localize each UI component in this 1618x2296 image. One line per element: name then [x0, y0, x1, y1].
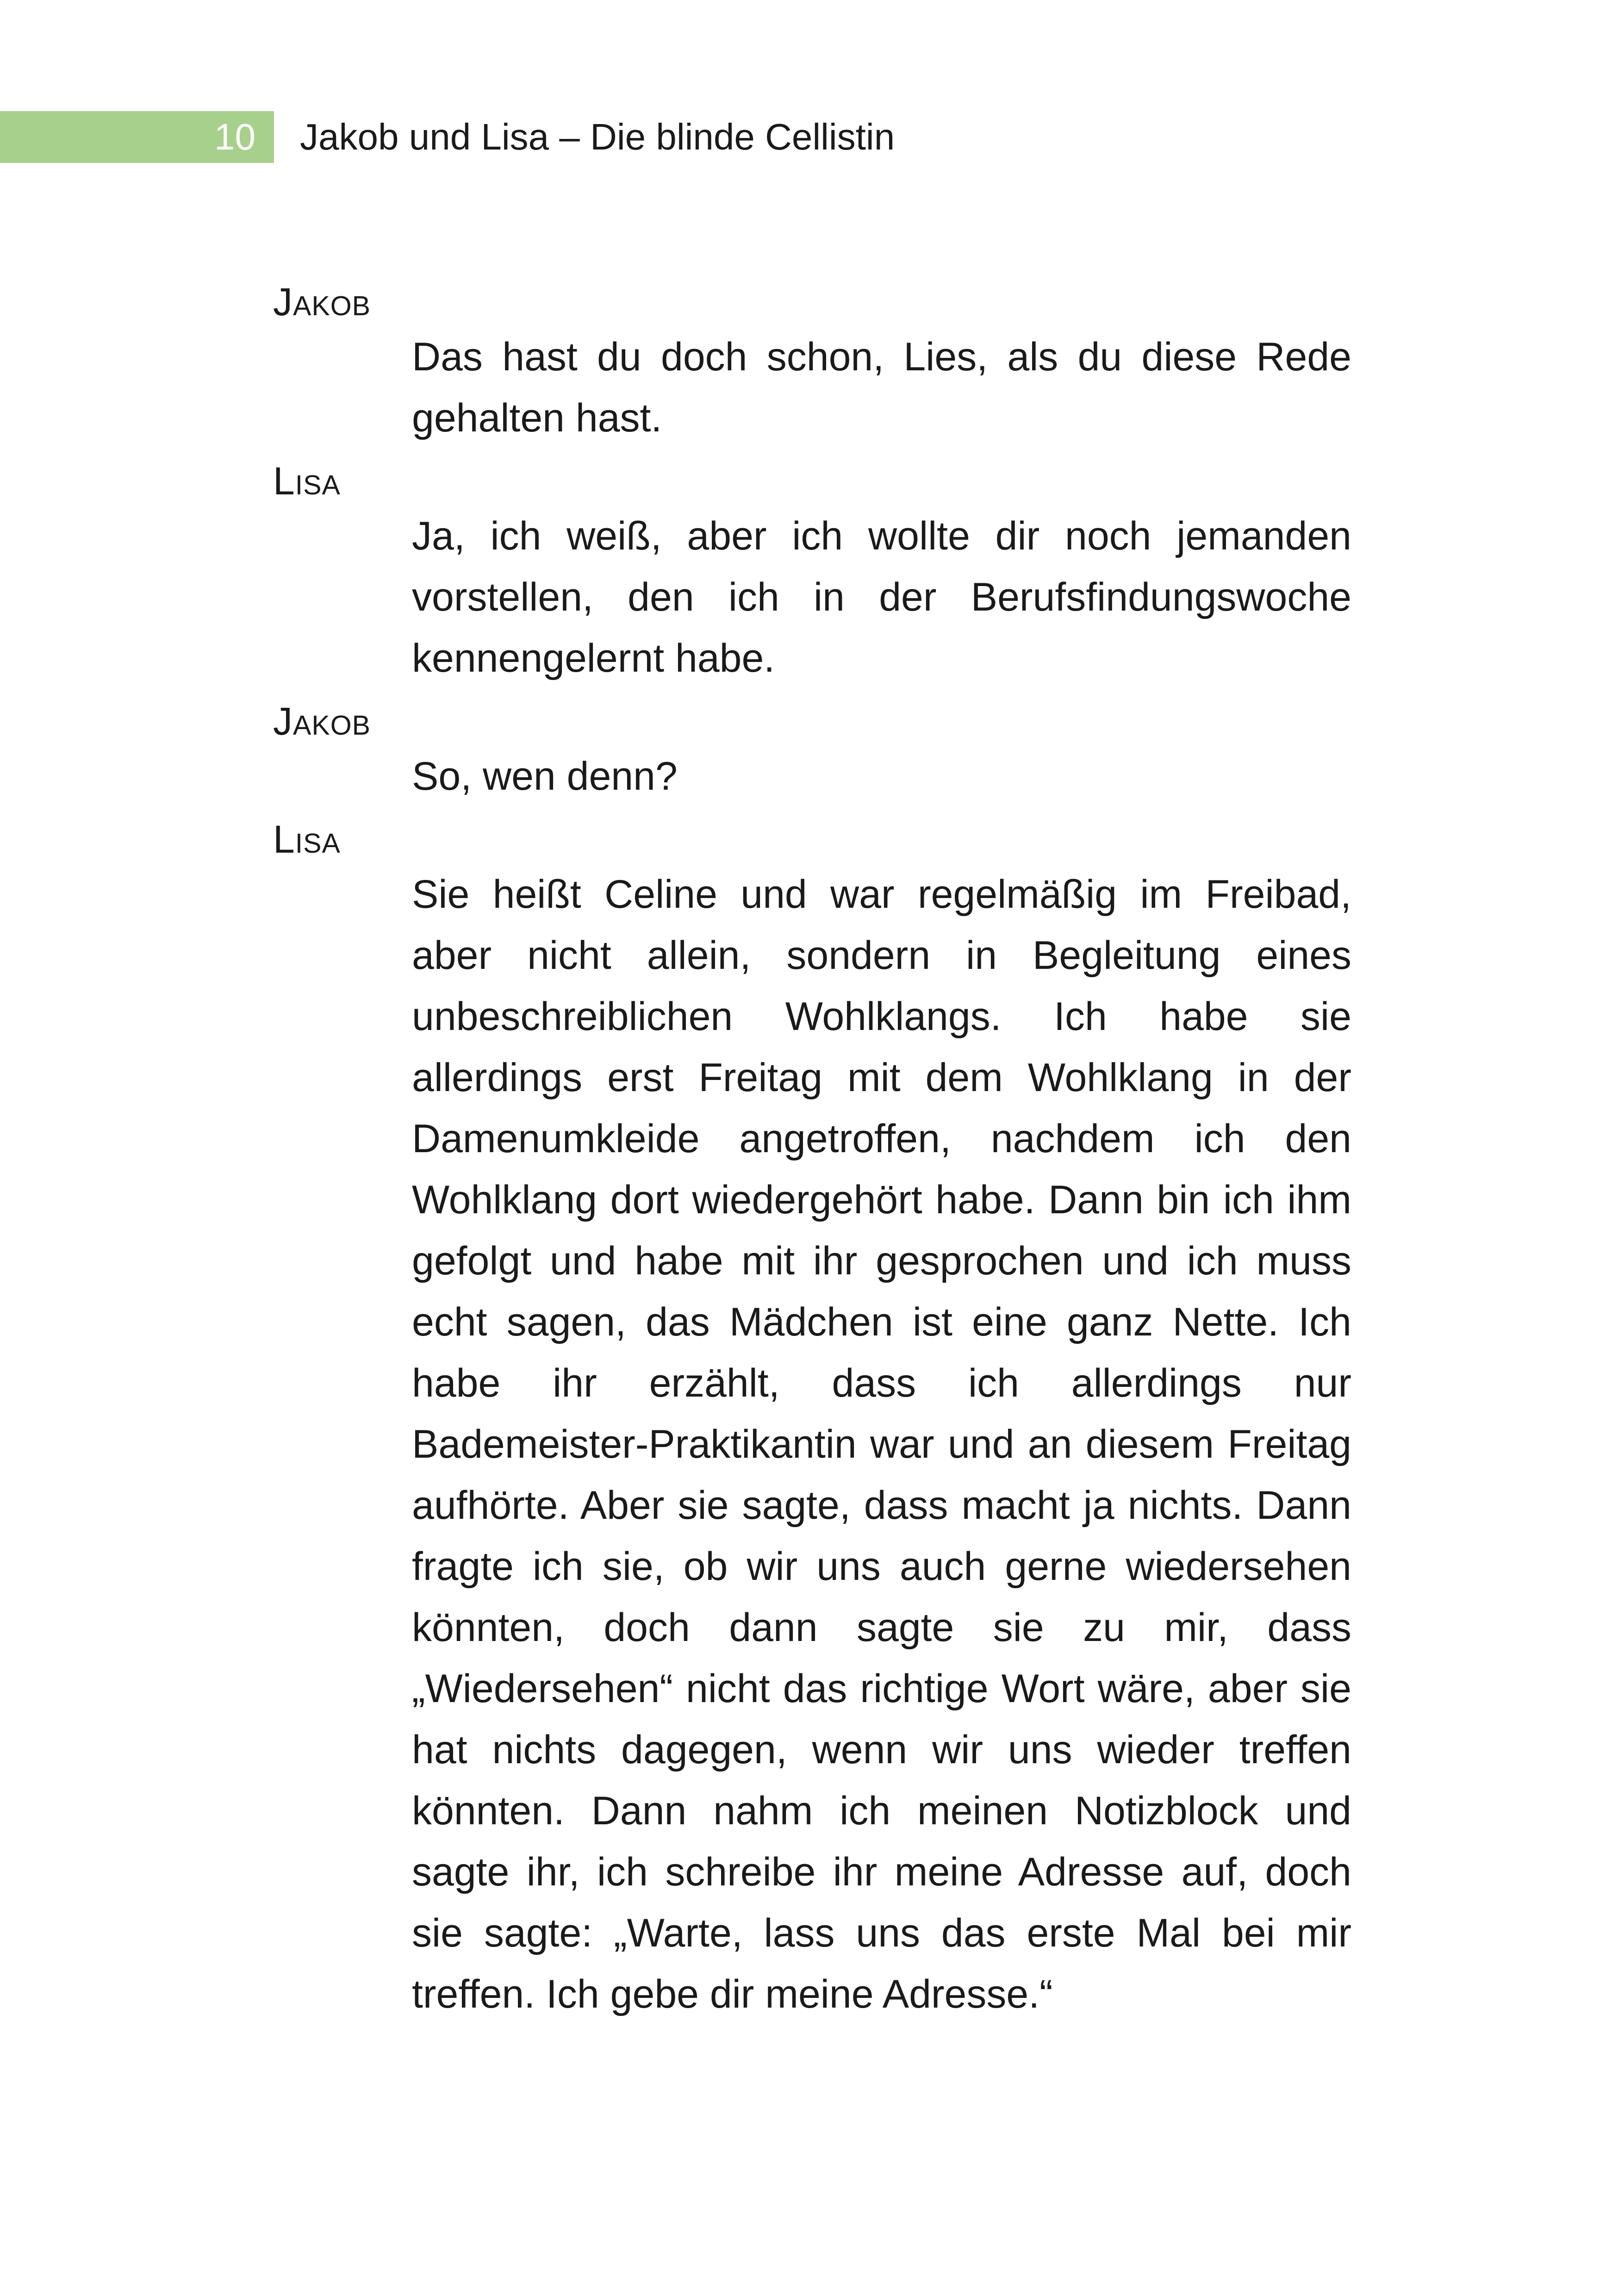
running-title: Jakob und Lisa – Die blinde Cellistin [300, 116, 895, 157]
speaker-name: Jakob [273, 280, 371, 324]
speech-text: Das hast du doch schon, Lies, als du diese Rede gehalten hast. [412, 335, 1351, 440]
speaker-name: Jakob [273, 699, 371, 743]
speech-text: So, wen denn? [412, 754, 678, 799]
speaker-name: Lisa [273, 459, 341, 503]
speaker-name: Lisa [273, 817, 341, 861]
speech-text: Ja, ich weiß, aber ich wollte dir noch jemanden vorstellen, den ich in der Berufsfindungswoche kennengelernt habe. [412, 514, 1351, 680]
page-number: 10 [214, 116, 255, 157]
dialogue [273, 278, 1351, 2025]
speech-text: Sie heißt Celine und war regelmäßig im Freibad, aber nicht allein, sondern in Begleitung eines unbeschreiblichen Wohlklangs. Ich habe sie allerdings erst Freitag mit dem Wohlklang in der Damenumkleide angetroffen, nachdem ich den Wohlklang dort wiedergehört habe. Dann bin ich ihm gefolgt und habe mit ihr gesprochen und ich muss echt sagen, das Mädchen ist eine ganz Nette. Ich habe ihr erzählt, dass ich allerdings nur Bademeister-Praktikantin war und an diesem Freitag aufhörte. Aber sie sagte, dass macht ja nichts. Dann fragte ich sie, ob wir uns auch gerne wiedersehen könnten, doch dann sagte sie zu mir, dass „Wiedersehen“ nicht das richtige Wort wäre, aber sie hat nichts dagegen, wenn wir uns wieder treffen könnten. Dann nahm ich meinen Notizblock und sagte ihr, ich schreibe ihr meine Adresse auf, doch sie sagte: „Warte, lass uns das erste Mal bei mir treffen. Ich gebe dir meine Adresse.“ [412, 872, 1351, 2016]
